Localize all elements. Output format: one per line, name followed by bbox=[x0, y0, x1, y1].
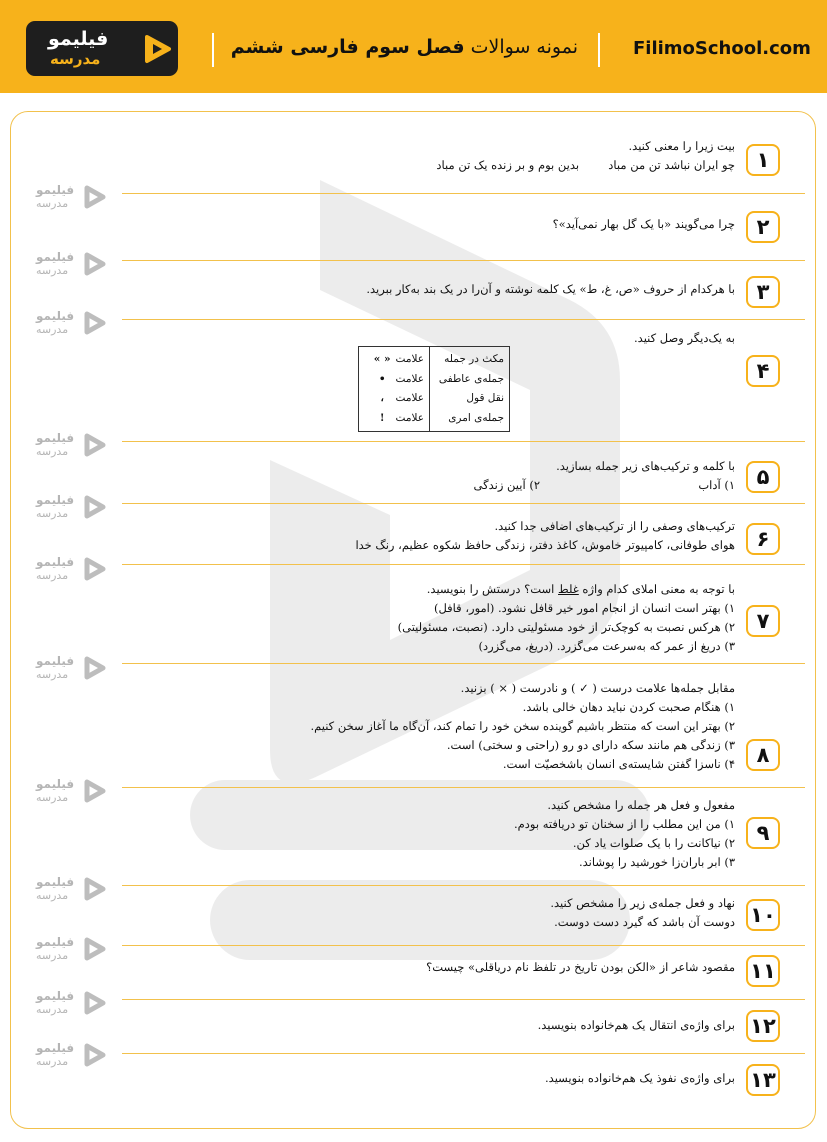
question-9-text bbox=[514, 796, 735, 872]
question-line: بیت زیرا را معنی کنید. bbox=[628, 139, 735, 153]
side-logo-text: مدرسه bbox=[36, 668, 69, 681]
question-2-text bbox=[553, 215, 735, 234]
mark-symbol: • bbox=[378, 372, 386, 385]
question-line: برای واژه‌ی انتقال یک هم‌خانواده بنویسید. bbox=[537, 1018, 735, 1032]
header-bar bbox=[0, 0, 827, 93]
play-logo-icon bbox=[84, 433, 106, 457]
mark-label: علامت bbox=[395, 353, 424, 365]
side-logo-text: فیلیمو bbox=[36, 183, 75, 197]
question-11-text bbox=[426, 958, 735, 977]
question-separator bbox=[122, 1053, 805, 1054]
question-line: ۱) هنگام صحبت کردن نباید دهان خالی باشد. bbox=[522, 700, 735, 714]
side-watermark-logo bbox=[28, 493, 112, 523]
question-10-text bbox=[550, 894, 735, 932]
side-logo-text: مدرسه bbox=[36, 264, 69, 277]
side-logo-text: فیلیمو bbox=[36, 555, 75, 569]
filimo-madrese-logo[interactable] bbox=[26, 21, 178, 76]
question-line: نهاد و فعل جمله‌ی زیر را مشخص کنید. bbox=[550, 896, 735, 910]
question-separator bbox=[122, 319, 805, 320]
side-logo-text: مدرسه bbox=[36, 445, 69, 458]
mark-symbol: ، bbox=[380, 392, 384, 404]
side-watermark-logo bbox=[28, 777, 112, 807]
question-line: با هرکدام از حروف «ص، غ، ط» یک کلمه نوشته و آن‌را در یک بند به‌کار ببرید. bbox=[366, 282, 735, 296]
question-number-10: ۱۰ bbox=[746, 899, 780, 931]
matching-column-right bbox=[429, 347, 509, 431]
mark-symbol: ! bbox=[379, 411, 385, 424]
question-6-text bbox=[355, 517, 735, 555]
side-logo-text: فیلیمو bbox=[36, 654, 75, 668]
title-prefix: نمونه سوالات bbox=[470, 36, 578, 58]
question-5-option-2: ۲) آیین زندگی bbox=[473, 478, 540, 492]
play-logo-icon bbox=[84, 1043, 106, 1067]
question-number-1: ۱ bbox=[746, 144, 780, 176]
side-logo-text: فیلیمو bbox=[36, 989, 75, 1003]
matching-item bbox=[364, 350, 424, 370]
page-title bbox=[230, 36, 578, 58]
mark-label: علامت bbox=[395, 372, 424, 385]
question-line: ۱) من این مطلب را از سخنان تو دریافته بودم. bbox=[514, 817, 735, 831]
side-watermark-logo bbox=[28, 250, 112, 280]
question-line: ۳) دریغ از عمر که به‌سرعت می‌گزرد. (دریغ، می‌گزرد) bbox=[478, 639, 735, 653]
question-line: ۱) بهتر است انسان از انجام امور خیر قافل نشود. (امور، قافل) bbox=[433, 601, 735, 615]
side-logo-text: فیلیمو bbox=[36, 309, 75, 323]
header-divider bbox=[212, 33, 214, 67]
side-logo-text: فیلیمو bbox=[36, 493, 75, 507]
question-separator bbox=[122, 787, 805, 788]
logo-text-madrese: مدرسه bbox=[50, 50, 101, 68]
question-line: ۳) ابر باران‌زا خورشید را پوشاند. bbox=[578, 855, 735, 869]
side-logo-text: فیلیمو bbox=[36, 777, 75, 791]
question-number-12: ۱۲ bbox=[746, 1010, 780, 1042]
play-logo-icon bbox=[84, 185, 106, 209]
matching-item bbox=[364, 389, 424, 409]
question-line: ۲) بهتر این است که منتظر باشیم گوینده سخن خود را تمام کند، آن‌گاه ما آغاز سخن کنیم. bbox=[310, 719, 735, 733]
side-watermark-logo bbox=[28, 183, 112, 213]
question-text-part: است؟ درستش را بنویسید. bbox=[426, 582, 559, 596]
question-separator bbox=[122, 663, 805, 664]
underlined-word: غلط bbox=[558, 582, 579, 596]
question-line: به یک‌دیگر وصل کنید. bbox=[634, 331, 735, 345]
question-line: ۳) زندگی هم مانند سکه دارای دو رو (راحتی و سختی) است. bbox=[446, 738, 735, 752]
question-line: ترکیب‌های وصفی را از ترکیب‌های اضافی جدا کنید. bbox=[494, 519, 735, 533]
play-logo-icon bbox=[84, 495, 106, 519]
question-line: هوای طوفانی، کامپیوتر خاموش، کاغذ دفتر، زندگی حافظ شکوه عظیم، رنگ خدا bbox=[355, 538, 735, 552]
side-watermark-logo bbox=[28, 875, 112, 905]
question-number-13: ۱۳ bbox=[746, 1064, 780, 1096]
play-logo-icon bbox=[84, 252, 106, 276]
play-logo-icon bbox=[84, 991, 106, 1015]
side-logo-text: مدرسه bbox=[36, 323, 69, 336]
site-url[interactable]: FilimoSchool.com bbox=[633, 38, 811, 59]
question-3-text bbox=[366, 280, 735, 299]
side-watermark-logo bbox=[28, 1041, 112, 1071]
side-watermark-logo bbox=[28, 654, 112, 684]
question-separator bbox=[122, 193, 805, 194]
question-line: ۴) ناسزا گفتن شایسته‌ی انسان باشخصیّت است. bbox=[502, 757, 735, 771]
mark-label: علامت bbox=[395, 392, 424, 404]
matching-item bbox=[364, 370, 424, 390]
question-13-text bbox=[545, 1069, 735, 1088]
side-watermark-logo bbox=[28, 309, 112, 339]
side-logo-text: مدرسه bbox=[36, 791, 69, 804]
question-line: چو ایران نباشد تن من مباد بدین بوم و بر زنده یک تن مباد bbox=[436, 158, 735, 172]
question-separator bbox=[122, 260, 805, 261]
matching-item: جمله‌ی امری bbox=[448, 411, 504, 424]
question-number-3: ۳ bbox=[746, 276, 780, 308]
question-line: دوست آن باشد که گیرد دست دوست. bbox=[554, 915, 735, 929]
question-line: چرا می‌گویند «با یک گل بهار نمی‌آید»؟ bbox=[552, 217, 735, 231]
question-line: برای واژه‌ی نفوذ یک هم‌خانواده بنویسید. bbox=[545, 1071, 735, 1085]
question-text-part: با توجه به معنی املای کدام واژه bbox=[578, 582, 735, 596]
side-logo-text: مدرسه bbox=[36, 569, 69, 582]
question-4-text bbox=[634, 329, 735, 348]
header-divider bbox=[598, 33, 600, 67]
matching-column-left bbox=[359, 347, 429, 431]
question-7-text bbox=[398, 580, 735, 656]
side-logo-text: فیلیمو bbox=[36, 1041, 75, 1055]
play-logo-icon bbox=[84, 557, 106, 581]
side-logo-text: فیلیمو bbox=[36, 431, 75, 445]
question-line: ۲) نیاکانت را با یک صلوات یاد کن. bbox=[572, 836, 735, 850]
question-number-11: ۱۱ bbox=[746, 955, 780, 987]
side-logo-text: مدرسه bbox=[36, 889, 69, 902]
side-logo-text: فیلیمو bbox=[36, 935, 75, 949]
side-logo-text: مدرسه bbox=[36, 197, 69, 210]
question-line: مقابل جمله‌ها علامت درست ( ✓ ) و نادرست ( × ) بزنید. bbox=[460, 681, 735, 695]
question-5-text bbox=[556, 457, 735, 476]
question-line: ۲) هرکس نصبت به کوچک‌تر از خود مسئولیتی دارد. (نصبت، مسئولیتی) bbox=[397, 620, 735, 634]
side-watermark-logo bbox=[28, 431, 112, 461]
matching-item: نقل قول bbox=[466, 392, 504, 404]
question-12-text bbox=[538, 1016, 735, 1035]
mark-symbol: « » bbox=[373, 353, 391, 365]
side-watermark-logo bbox=[28, 989, 112, 1019]
matching-item: مکث در جمله bbox=[444, 353, 504, 365]
side-logo-text: مدرسه bbox=[36, 1003, 69, 1016]
question-number-6: ۶ bbox=[746, 523, 780, 555]
question-line: مقصود شاعر از «الکن بودن تاریخ در تلفظ نام دریاقلی» چیست؟ bbox=[426, 960, 735, 974]
question-number-8: ۸ bbox=[746, 739, 780, 771]
question-separator bbox=[122, 885, 805, 886]
question-5-option-1: ۱) آداب bbox=[698, 478, 735, 492]
side-logo-text: فیلیمو bbox=[36, 250, 75, 264]
question-1-text bbox=[436, 137, 735, 175]
side-watermark-logo bbox=[28, 935, 112, 965]
play-logo-icon bbox=[84, 937, 106, 961]
side-watermark-logo bbox=[28, 555, 112, 585]
play-logo-icon bbox=[144, 33, 172, 65]
matching-table bbox=[358, 346, 510, 432]
matching-item: جمله‌ی عاطفی bbox=[438, 372, 504, 385]
side-logo-text: مدرسه bbox=[36, 507, 69, 520]
mark-label: علامت bbox=[395, 411, 424, 424]
question-separator bbox=[122, 999, 805, 1000]
play-logo-icon bbox=[84, 877, 106, 901]
question-separator bbox=[122, 503, 805, 504]
side-logo-text: مدرسه bbox=[36, 1055, 69, 1068]
question-number-2: ۲ bbox=[746, 211, 780, 243]
question-separator bbox=[122, 945, 805, 946]
side-logo-text: مدرسه bbox=[36, 949, 69, 962]
logo-text-filimo: فیلیمو bbox=[48, 28, 109, 50]
question-number-9: ۹ bbox=[746, 817, 780, 849]
question-number-5: ۵ bbox=[746, 461, 780, 493]
title-bold: فصل سوم فارسی ششم bbox=[230, 36, 465, 58]
question-separator bbox=[122, 564, 805, 565]
question-line: مفعول و فعل هر جمله را مشخص کنید. bbox=[547, 798, 735, 812]
question-number-4: ۴ bbox=[746, 355, 780, 387]
play-logo-icon bbox=[84, 311, 106, 335]
matching-item bbox=[364, 409, 424, 429]
question-line: با کلمه و ترکیب‌های زیر جمله بسازید. bbox=[556, 459, 735, 473]
side-logo-text: فیلیمو bbox=[36, 875, 75, 889]
play-logo-icon bbox=[84, 779, 106, 803]
play-logo-icon bbox=[84, 656, 106, 680]
question-8-text bbox=[310, 679, 735, 774]
question-line bbox=[398, 580, 735, 599]
question-separator bbox=[122, 441, 805, 442]
question-number-7: ۷ bbox=[746, 605, 780, 637]
